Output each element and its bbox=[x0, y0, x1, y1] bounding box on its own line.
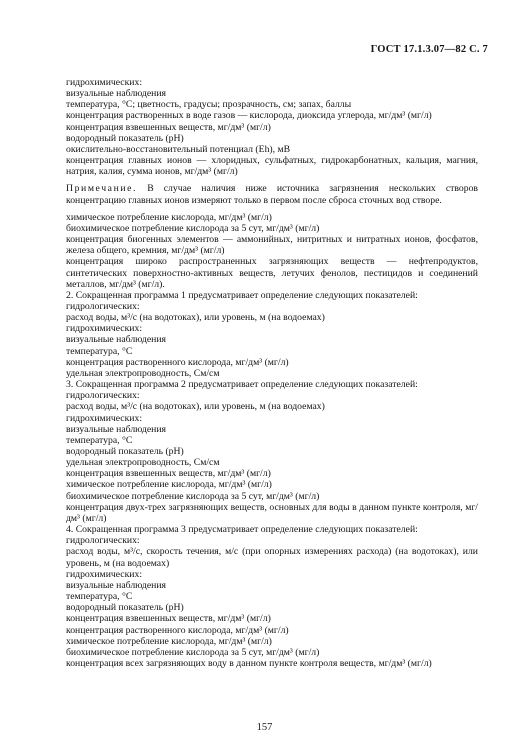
text-line: биохимическое потребление кислорода за 5 сут, мг/дм³ (мг/л) bbox=[66, 222, 320, 234]
text-line: температура, °С bbox=[66, 591, 133, 603]
text-line: концентрация взвешенных веществ, мг/дм³ (мг/л) bbox=[66, 468, 271, 480]
program-1-heading: 2. Сокращенная программа 1 предусматривает определение следующих показателей: bbox=[66, 289, 418, 301]
text-line: концентрация широко распространенных загрязняющих веществ — нефтепродуктов, синтетических поверхностно-активных веществ, летучих фенолов, пестицидов и соединений металлов, мг/дм³ (мг/л). bbox=[66, 256, 478, 290]
document-body bbox=[53, 77, 478, 669]
text-line: концентрация взвешенных веществ, мг/дм³ (мг/л) bbox=[66, 613, 271, 625]
text-line: визуальные наблюдения bbox=[66, 88, 166, 100]
text-line: концентрация двух-трех загрязняющих веществ, основных для воды в данном пункте контроля, мг/дм³ (мг/л) bbox=[66, 501, 478, 524]
text-line: биохимическое потребление кислорода за 5 сут, мг/дм³ (мг/л) bbox=[66, 490, 320, 502]
text-line: визуальные наблюдения bbox=[66, 579, 166, 591]
text-line: гидрохимических: bbox=[66, 568, 143, 580]
note-text: В случае наличия ниже источника загрязнения нескольких створов концентрацию главных ионов измеряют только в первом после сброса сточных вод створе. bbox=[66, 183, 479, 206]
text-line: гидрохимических: bbox=[66, 412, 143, 424]
text-line: концентрация главных ионов — хлоридных, сульфатных, гидрокарбонатных, кальция, магния, натрия, калия, сумма ионов, мг/дм³ (мг/л) bbox=[66, 155, 478, 178]
text-line: визуальные наблюдения bbox=[66, 423, 166, 435]
text-line: температура, °С; цветность, градусы; прозрачность, см; запах, баллы bbox=[66, 99, 352, 111]
program-3-heading: 4. Сокращенная программа 3 предусматривает определение следующих показателей: bbox=[66, 524, 418, 536]
text-line: водородный показатель (рН) bbox=[66, 446, 184, 457]
text-line: температура, °С bbox=[66, 345, 133, 357]
text-line: гидрохимических: bbox=[66, 77, 143, 88]
text-line: температура, °С bbox=[66, 434, 133, 446]
text-line: водородный показатель (рН) bbox=[66, 132, 184, 144]
text-line: расход воды, м³/с (на водотоках), или уровень, м (на водоемах) bbox=[66, 312, 325, 324]
text-line: гидрологических: bbox=[66, 300, 140, 312]
text-line: гидрологических: bbox=[66, 535, 140, 547]
text-line: концентрация взвешенных веществ, мг/дм³ (мг/л) bbox=[66, 121, 271, 133]
text-line: концентрация растворенного кислорода, мг/дм³ (мг/л) bbox=[66, 624, 289, 636]
text-line: химическое потребление кислорода, мг/дм³ (мг/л) bbox=[66, 479, 272, 491]
note-label: Примечание. bbox=[66, 183, 138, 195]
text-line: концентрация биогенных элементов — аммонийных, нитритных и нитратных ионов, фосфатов, железа общего, кремния, мг/дм³ (мг/л) bbox=[66, 234, 478, 257]
text-line: химическое потребление кислорода, мг/дм³ (мг/л) bbox=[66, 211, 272, 223]
text-line: расход воды, м³/с, скорость течения, м/с (при опорных измерениях расхода) (на водотоках), или уровень, м (на водоемах) bbox=[66, 546, 478, 569]
text-line: расход воды, м³/с (на водотоках), или уровень, м (на водоемах) bbox=[66, 401, 325, 413]
text-line: концентрация растворенных в воде газов — кислорода, диоксида углерода, мг/дм³ (мг/л) bbox=[66, 110, 432, 122]
note-paragraph bbox=[53, 183, 478, 205]
text-line: удельная электропроводность, См/см bbox=[66, 367, 220, 379]
text-line: концентрация растворенного кислорода, мг/дм³ (мг/л) bbox=[66, 356, 289, 368]
text-line: водородный показатель (рН) bbox=[66, 602, 184, 614]
text-line: химическое потребление кислорода, мг/дм³ (мг/л) bbox=[66, 635, 272, 647]
text-line: визуальные наблюдения bbox=[66, 334, 166, 346]
text-line: удельная электропроводность, См/см bbox=[66, 457, 220, 469]
page-number: 157 bbox=[256, 722, 273, 733]
text-line: окислительно-восстановительный потенциал (Eh), мВ bbox=[66, 143, 291, 155]
page-header: ГОСТ 17.1.3.07—82 С. 7 bbox=[370, 44, 488, 55]
text-line: концентрация всех загрязняющих воду в данном пункте контроля веществ, мг/дм³ (мг/л) bbox=[66, 657, 432, 669]
text-line: гидрохимических: bbox=[66, 323, 143, 335]
text-line: гидрологических: bbox=[66, 390, 140, 402]
program-2-heading: 3. Сокращенная программа 2 предусматривает определение следующих показателей: bbox=[66, 379, 418, 391]
text-line: биохимическое потребление кислорода за 5 сут, мг/дм³ (мг/л) bbox=[66, 646, 320, 658]
